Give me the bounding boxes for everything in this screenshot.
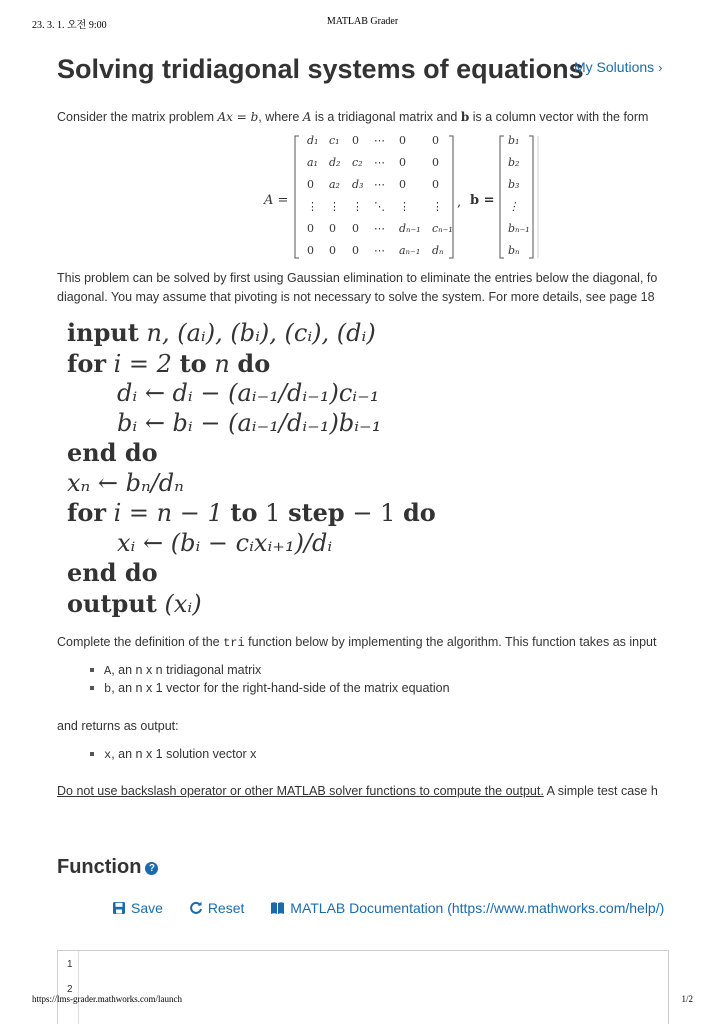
vector-cell: b₁: [508, 134, 520, 147]
matrix-cell: 0: [307, 178, 314, 191]
matrix-cell: ⋮: [352, 200, 363, 213]
print-url: https://lms-grader.mathworks.com/launch: [32, 994, 182, 1004]
matrix-equation: [57, 130, 669, 265]
algo-line-update-b: bᵢ ← bᵢ − (aᵢ₋₁/dᵢ₋₁)bᵢ₋₁: [117, 408, 382, 437]
matrix-cell: ⋮: [399, 200, 410, 213]
matrix-cell: d₂: [329, 156, 341, 169]
matrix-cell: dₙ₋₁: [399, 222, 421, 235]
matrix-cell: ⋯: [374, 134, 385, 147]
algo-line-output: output (xᵢ): [67, 588, 202, 618]
reset-button[interactable]: Reset: [189, 900, 245, 916]
matrix-cell: 0: [352, 244, 359, 257]
list-item: b, an n x 1 vector for the right-hand-side of the matrix equation: [57, 679, 450, 697]
reset-icon: [189, 901, 203, 915]
complete-paragraph: Complete the definition of the tri function below by implementing the algorithm. This function takes as input: [57, 635, 657, 650]
vector-cell: b₃: [508, 178, 520, 191]
line-number: 2: [67, 984, 73, 995]
matrix-cell: 0: [399, 178, 406, 191]
matrix-cell: ⋮: [329, 200, 340, 213]
method-paragraph-line-2: diagonal. You may assume that pivoting is not necessary to solve the system. For more details, see page 18: [57, 290, 655, 304]
page-title: Solving tridiagonal systems of equations: [57, 54, 584, 84]
warning-underlined: Do not use backslash operator or other MATLAB solver functions to compute the output.: [57, 784, 544, 798]
matrix-cell: d₁: [307, 134, 319, 147]
intro-vector-b: b: [460, 110, 470, 124]
matrix-cell: 0: [307, 244, 314, 257]
algo-line-update-x: xᵢ ← (bᵢ − cᵢxᵢ₊₁)/dᵢ: [117, 528, 333, 557]
matrix-cell: 0: [432, 156, 439, 169]
function-name-code: tri: [223, 636, 245, 650]
algo-line-end-do-2: end do: [67, 558, 158, 587]
code-editor[interactable]: [57, 950, 669, 1024]
list-item: x, an n x 1 solution vector x: [57, 745, 256, 763]
matrix-cell: dₙ: [432, 244, 444, 257]
vector-cell: bₙ₋₁: [508, 222, 530, 235]
matrix-cell: 0: [432, 134, 439, 147]
intro-text-3: is a tridiagonal matrix and: [311, 110, 461, 124]
list-item: A, an n x n tridiagonal matrix: [57, 661, 450, 679]
matrix-cell: 0: [329, 222, 336, 235]
matrix-cell: ⋯: [374, 244, 385, 257]
matrix-cell: c₁: [329, 134, 340, 147]
intro-text-2: , where: [258, 110, 303, 124]
inputs-list: [57, 661, 450, 697]
matrix-cell: a₂: [329, 178, 340, 191]
line-number: 1: [67, 959, 73, 970]
matrix-cell: 0: [432, 178, 439, 191]
matrix-cell: 0: [352, 222, 359, 235]
save-button[interactable]: Save: [112, 900, 163, 916]
matrix-cell: ⋮: [432, 200, 443, 213]
intro-text-1: Consider the matrix problem: [57, 110, 218, 124]
book-icon: [270, 901, 285, 915]
intro-matrix-a: A: [302, 110, 312, 124]
matlab-documentation-link[interactable]: MATLAB Documentation (https://www.mathworks.com/help/): [270, 900, 664, 916]
matrix-cell: 0: [352, 134, 359, 147]
matrix-cell: ⋮: [307, 200, 318, 213]
vector-cell: bₙ: [508, 244, 520, 257]
intro-equation: Ax = b: [217, 110, 259, 124]
vector-cell: ⋮: [508, 200, 519, 213]
matrix-cell: ⋯: [374, 222, 385, 235]
algo-line-end-do-1: end do: [67, 438, 158, 467]
matrix-cell: ⋯: [374, 156, 385, 169]
matrix-a-label: A =: [264, 193, 289, 208]
intro-text-4: is a column vector with the form: [469, 110, 649, 124]
matrix-cell: 0: [399, 134, 406, 147]
algo-line-for-2: for i = n − 1 to 1 step − 1 do: [67, 498, 436, 527]
algo-line-for-1: for i = 2 to n do: [67, 348, 271, 378]
matrix-cell: d₃: [352, 178, 364, 191]
my-solutions-link[interactable]: [574, 59, 663, 75]
matrix-cell: 0: [307, 222, 314, 235]
matrix-cell: ⋯: [374, 178, 385, 191]
algo-line-input: input n, (aᵢ), (bᵢ), (cᵢ), (dᵢ): [67, 318, 376, 347]
matrix-cell: ⋱: [374, 200, 385, 213]
print-page-number: 1/2: [681, 994, 693, 1004]
matrix-separator: ,: [457, 195, 462, 210]
my-solutions-label: My Solutions: [574, 59, 655, 75]
matrix-cell: a₁: [307, 156, 318, 169]
function-heading: Function ?: [57, 856, 158, 879]
matrix-cell: cₙ₋₁: [432, 222, 453, 235]
matrix-cell: 0: [399, 156, 406, 169]
vector-cell: b₂: [508, 156, 520, 169]
editor-toolbar: [112, 900, 669, 918]
outputs-list: [57, 745, 256, 763]
print-title: MATLAB Grader: [326, 16, 399, 27]
matrix-cell: 0: [329, 244, 336, 257]
algo-line-update-d: dᵢ ← dᵢ − (aᵢ₋₁/dᵢ₋₁)cᵢ₋₁: [117, 379, 380, 407]
method-paragraph-line-1: This problem can be solved by first using Gaussian elimination to eliminate the entries below the diagonal, fo: [57, 271, 658, 285]
matrix-cell: c₂: [352, 156, 363, 169]
matrix-cell: aₙ₋₁: [399, 244, 421, 257]
chevron-right-icon: ›: [658, 60, 663, 75]
returns-text: and returns as output:: [57, 719, 179, 733]
algo-line-xn: xₙ ← bₙ/dₙ: [67, 468, 184, 497]
warning-paragraph: Do not use backslash operator or other MATLAB solver functions to compute the output. A simple test case h: [57, 784, 658, 798]
vector-b-label: b =: [470, 193, 495, 208]
editor-gutter: [58, 951, 79, 1024]
print-date: 23. 3. 1. 오전 9:00: [32, 20, 107, 31]
algorithm-block: [67, 318, 436, 619]
save-icon: [112, 901, 126, 915]
help-icon[interactable]: ?: [145, 862, 158, 875]
intro-paragraph: [57, 108, 648, 127]
problem-content: [57, 0, 669, 1024]
